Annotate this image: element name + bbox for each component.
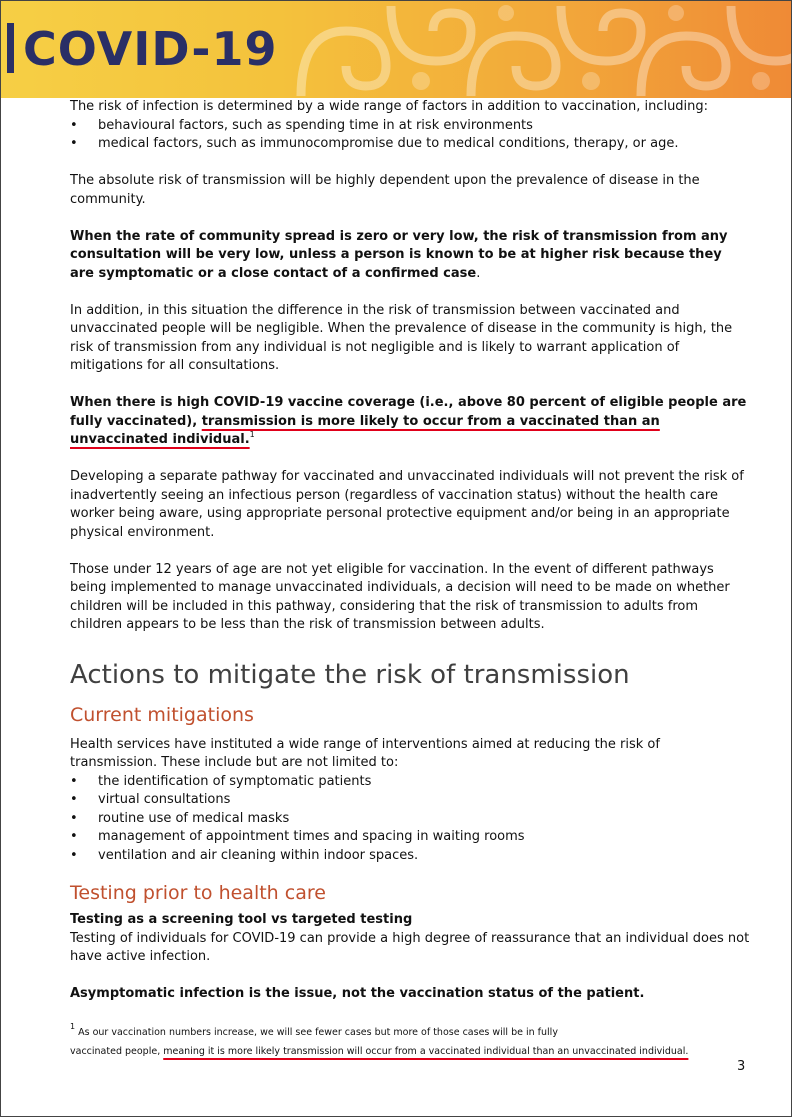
list-item: • behavioural factors, such as spending time in at risk environments — [70, 117, 750, 136]
main-content — [70, 98, 750, 1004]
paragraph-absolute-risk: The absolute risk of transmission will be highly dependent upon the prevalence of disease in the community. — [70, 173, 700, 207]
list-item: • ventilation and air cleaning within indoor spaces. — [70, 847, 750, 866]
list-item: • virtual consultations — [70, 791, 750, 810]
list-item: • the identification of symptomatic patients — [70, 773, 750, 792]
footnote-line-1 — [70, 1023, 750, 1042]
footnote-reference: 1 — [249, 430, 255, 439]
page-number: 3 — [737, 1059, 746, 1074]
paragraph-separate-pathway: Developing a separate pathway for vaccinated and unvaccinated individuals will not prevent the risk of inadvertently seeing an infectious person (regardless of vaccination status) without the health care worker being aware, using appropriate personal protective equipment and/or being in an appropriate physical environment. — [70, 469, 744, 540]
paragraph-negligible-difference: In addition, in this situation the difference in the risk of transmission between vaccinated and unvaccinated people will be negligible. When the prevalence of disease in the community is high, the risk of transmission from any individual is not negligible and is likely to warrant application of mitigations for all consultations. — [70, 302, 733, 373]
asymptomatic-statement: Asymptomatic infection is the issue, not the vaccination status of the patient. — [70, 986, 645, 1001]
paragraph-testing: Testing of individuals for COVID-19 can provide a high degree of reassurance that an individual does not have active infection. — [70, 930, 750, 964]
underlined-footnote: meaning it is more likely transmission will occur from a vaccinated individual than an unvaccinated individual. — [163, 1046, 689, 1057]
list-item: • medical factors, such as immunocompromise due to medical conditions, therapy, or age. — [70, 135, 750, 154]
footnote-line-2 — [70, 1042, 750, 1061]
mitigation-list — [70, 773, 750, 866]
bold-text: When there is high COVID-19 vaccine coverage (i.e., above 80 percent of eligible people are fully vaccinated), — [70, 395, 747, 429]
list-item: • routine use of medical masks — [70, 810, 750, 829]
period: . — [476, 265, 481, 281]
paragraph-intro: The risk of infection is determined by a wide range of factors in addition to vaccination, including: — [70, 99, 709, 114]
paragraph-high-coverage — [70, 394, 750, 450]
paragraph-under-12: Those under 12 years of age are not yet eligible for vaccination. In the event of different pathways being implemented to manage unvaccinated individuals, a decision will need to be made on whether children will be included in this pathway, considering that the risk of transmission to adults from children appears to be less than the risk of transmission between adults. — [70, 561, 730, 632]
header-title: COVID-19 — [23, 22, 278, 76]
section-heading: Actions to mitigate the risk of transmission — [70, 659, 630, 690]
risk-factor-list — [70, 117, 750, 154]
bold-text: When the rate of community spread is zero or very low, the risk of transmission from any consultation will be very low, unless a person is known to be at higher risk because they are symptomatic or a close contact of a confirmed case — [70, 228, 728, 281]
header-banner — [1, 1, 791, 98]
title-accent-bar — [7, 23, 14, 73]
subheading-testing: Testing prior to health care — [70, 882, 326, 904]
footnote — [70, 1023, 750, 1061]
paragraph-low-spread — [70, 228, 750, 284]
footnote-text: vaccinated people, — [70, 1046, 164, 1057]
subheading-current-mitigations: Current mitigations — [70, 703, 254, 726]
footnote-text: As our vaccination numbers increase, we will see fewer cases but more of those cases will be in fully — [78, 1027, 558, 1038]
footnote-marker: 1 — [70, 1022, 76, 1031]
list-item: • management of appointment times and spacing in waiting rooms — [70, 828, 750, 847]
underlined-claim: transmission is more likely to occur from a vaccinated than an unvaccinated individual. — [70, 413, 660, 447]
paragraph-mitigations-intro: Health services have instituted a wide range of interventions aimed at reducing the risk of transmission. These include but are not limited to: — [70, 736, 660, 770]
testing-bold-heading: Testing as a screening tool vs targeted testing — [70, 912, 413, 927]
